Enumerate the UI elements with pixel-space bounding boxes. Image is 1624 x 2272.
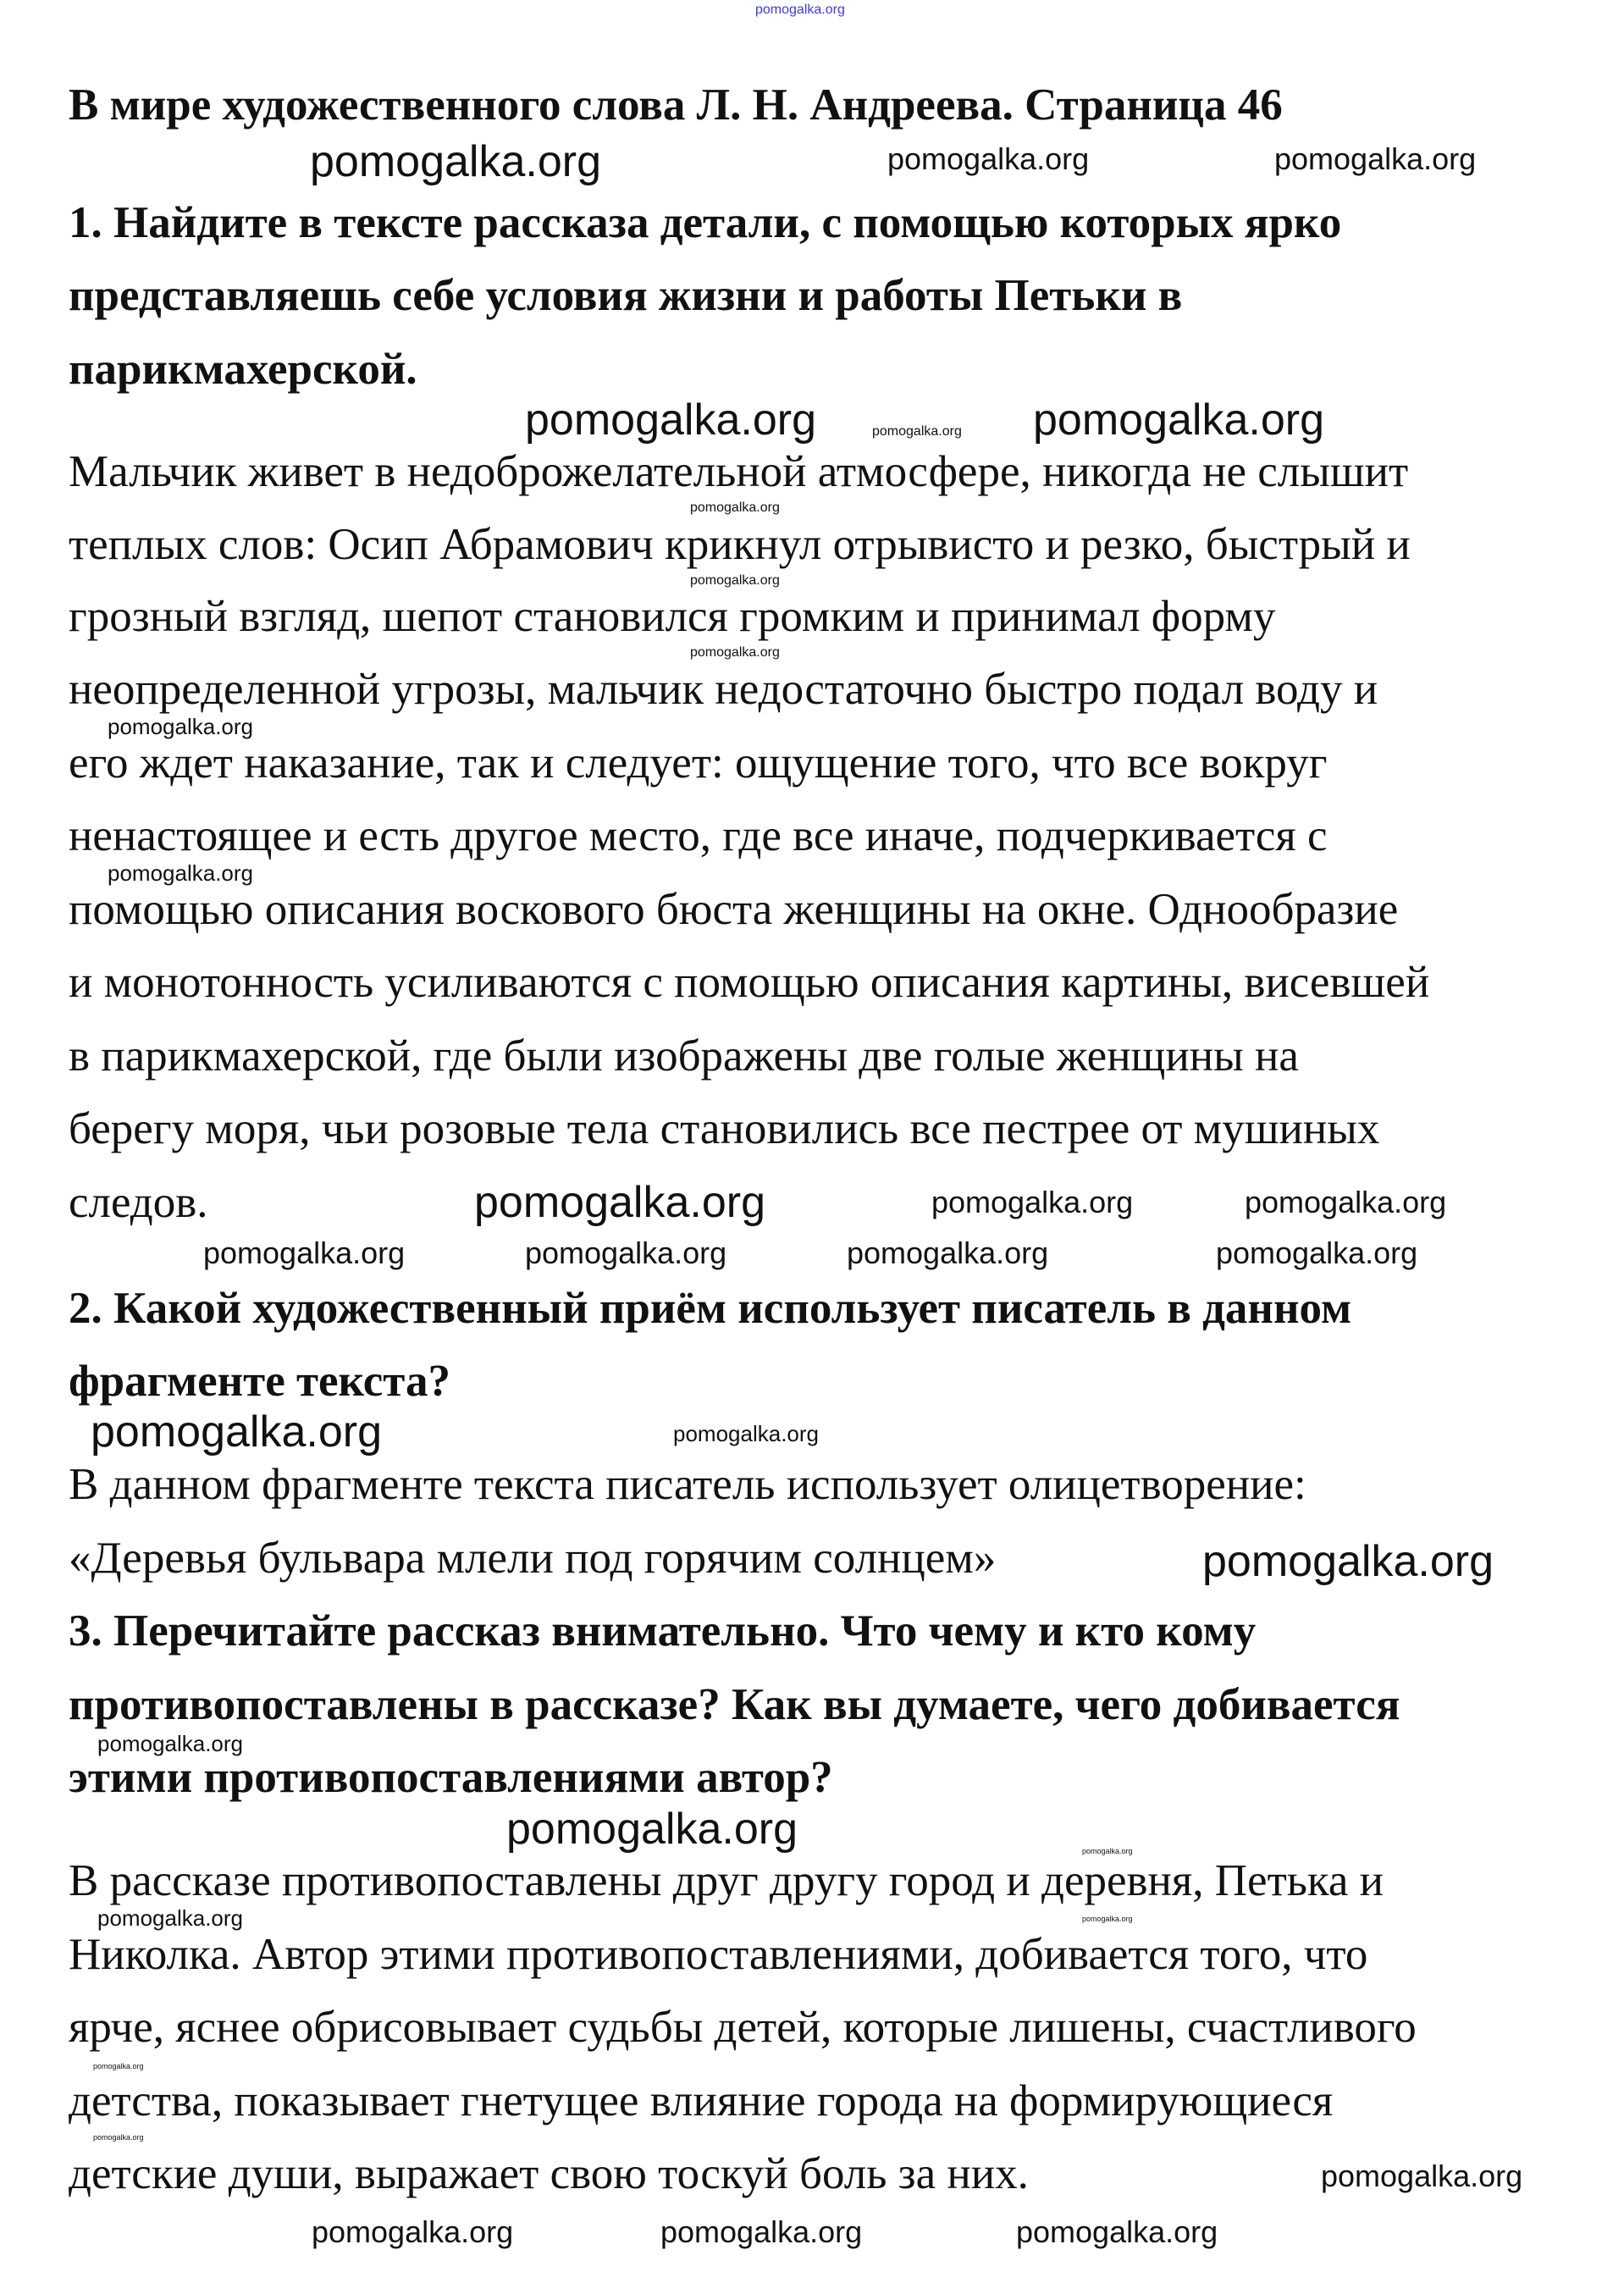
answer-1-line: его ждет наказание, так и следует: ощущение того, что все вокруг <box>69 738 1328 788</box>
watermark: pomogalka.org <box>525 395 816 445</box>
watermark: pomogalka.org <box>1016 2214 1218 2249</box>
watermark: pomogalka.org <box>97 1731 243 1756</box>
watermark: pomogalka.org <box>887 141 1090 176</box>
page-title: В мире художественного слова Л. Н. Андреева. Страница 46 <box>69 80 1283 130</box>
watermark: pomogalka.org <box>310 137 601 186</box>
answer-1-line: в парикмахерской, где были изображены две голые женщины на <box>69 1031 1299 1081</box>
question-3-line: 3. Перечитайте рассказ внимательно. Что чему и кто кому <box>69 1606 1257 1656</box>
watermark: pomogalka.org <box>1033 395 1324 445</box>
question-2-line: фрагменте текста? <box>69 1357 450 1406</box>
watermark: pomogalka.org <box>673 1421 819 1446</box>
watermark: pomogalka.org <box>1274 141 1477 176</box>
watermark: pomogalka.org <box>1202 1537 1494 1586</box>
answer-2-line: В данном фрагменте текста писатель использует олицетворение: <box>69 1460 1306 1509</box>
answer-1-line: Мальчик живет в недоброжелательной атмосфере, никогда не слышит <box>69 447 1409 496</box>
watermark: pomogalka.org <box>660 2214 863 2249</box>
question-2-line: 2. Какой художественный приём использует писатель в данном <box>69 1284 1352 1333</box>
answer-2-line: «Деревья бульвара млели под горячим солнцем» <box>69 1534 997 1583</box>
watermark: pomogalka.org <box>690 573 780 588</box>
watermark-top: pomogalka.org <box>755 3 845 17</box>
watermark: pomogalka.org <box>690 500 780 515</box>
watermark: pomogalka.org <box>506 1805 798 1854</box>
question-1-line: представляешь себе условия жизни и работы Петьки в <box>69 271 1183 320</box>
answer-1-line: грозный взгляд, шепот становился громким и принимал форму <box>69 592 1276 641</box>
answer-3-line: детства, показывает гнетущее влияние города на формирующиеся <box>69 2076 1334 2126</box>
watermark: pomogalka.org <box>474 1178 765 1227</box>
watermark: pomogalka.org <box>1245 1185 1447 1219</box>
answer-3-line: В рассказе противопоставлены друг другу город и деревня, Петька и <box>69 1856 1384 1905</box>
question-3-line: этими противопоставлениями автор? <box>69 1753 833 1802</box>
question-1-line: 1. Найдите в тексте рассказа детали, с помощью которых ярко <box>69 198 1342 247</box>
watermark: pomogalka.org <box>872 424 962 439</box>
answer-1-line: неопределенной угрозы, мальчик недостаточно быстро подал воду и <box>69 665 1378 714</box>
watermark: pomogalka.org <box>525 1236 727 1270</box>
watermark: pomogalka.org <box>1216 1236 1418 1270</box>
answer-1-line: теплых слов: Осип Абрамович крикнул отрывисто и резко, быстрый и <box>69 520 1411 569</box>
answer-1-line: и монотонность усиливаются с помощью описания картины, висевшей <box>69 958 1430 1007</box>
watermark: pomogalka.org <box>1082 1915 1133 1923</box>
question-3-line: противопоставлены в рассказе? Как вы думаете, чего добивается <box>69 1680 1400 1729</box>
answer-1-line: берегу моря, чьи розовые тела становились все пестрее от мушиных <box>69 1104 1380 1153</box>
answer-3-line: ярче, яснее обрисовывает судьбы детей, которые лишены, счастливого <box>69 2003 1417 2052</box>
watermark: pomogalka.org <box>97 1905 243 1931</box>
watermark: pomogalka.org <box>847 1236 1049 1270</box>
question-1-line: парикмахерской. <box>69 345 417 394</box>
watermark: pomogalka.org <box>931 1185 1134 1219</box>
watermark: pomogalka.org <box>93 2062 144 2070</box>
watermark: pomogalka.org <box>93 2133 144 2142</box>
watermark: pomogalka.org <box>108 714 253 739</box>
watermark: pomogalka.org <box>203 1236 406 1270</box>
watermark: pomogalka.org <box>312 2214 514 2249</box>
answer-3-line: Николка. Автор этими противопоставлениями, добивается того, что <box>69 1930 1368 1979</box>
answer-3-line: детские души, выражает свою тоскуй боль за них. <box>69 2149 1029 2198</box>
watermark: pomogalka.org <box>91 1407 382 1457</box>
watermark: pomogalka.org <box>690 645 780 660</box>
watermark: pomogalka.org <box>1321 2159 1523 2193</box>
answer-1-line: ненастоящее и есть другое место, где все иначе, подчеркивается с <box>69 811 1328 860</box>
answer-1-line: помощью описания воскового бюста женщины на окне. Однообразие <box>69 885 1399 934</box>
watermark: pomogalka.org <box>1082 1847 1133 1855</box>
watermark: pomogalka.org <box>108 860 253 886</box>
answer-1-line: следов. <box>69 1178 208 1227</box>
